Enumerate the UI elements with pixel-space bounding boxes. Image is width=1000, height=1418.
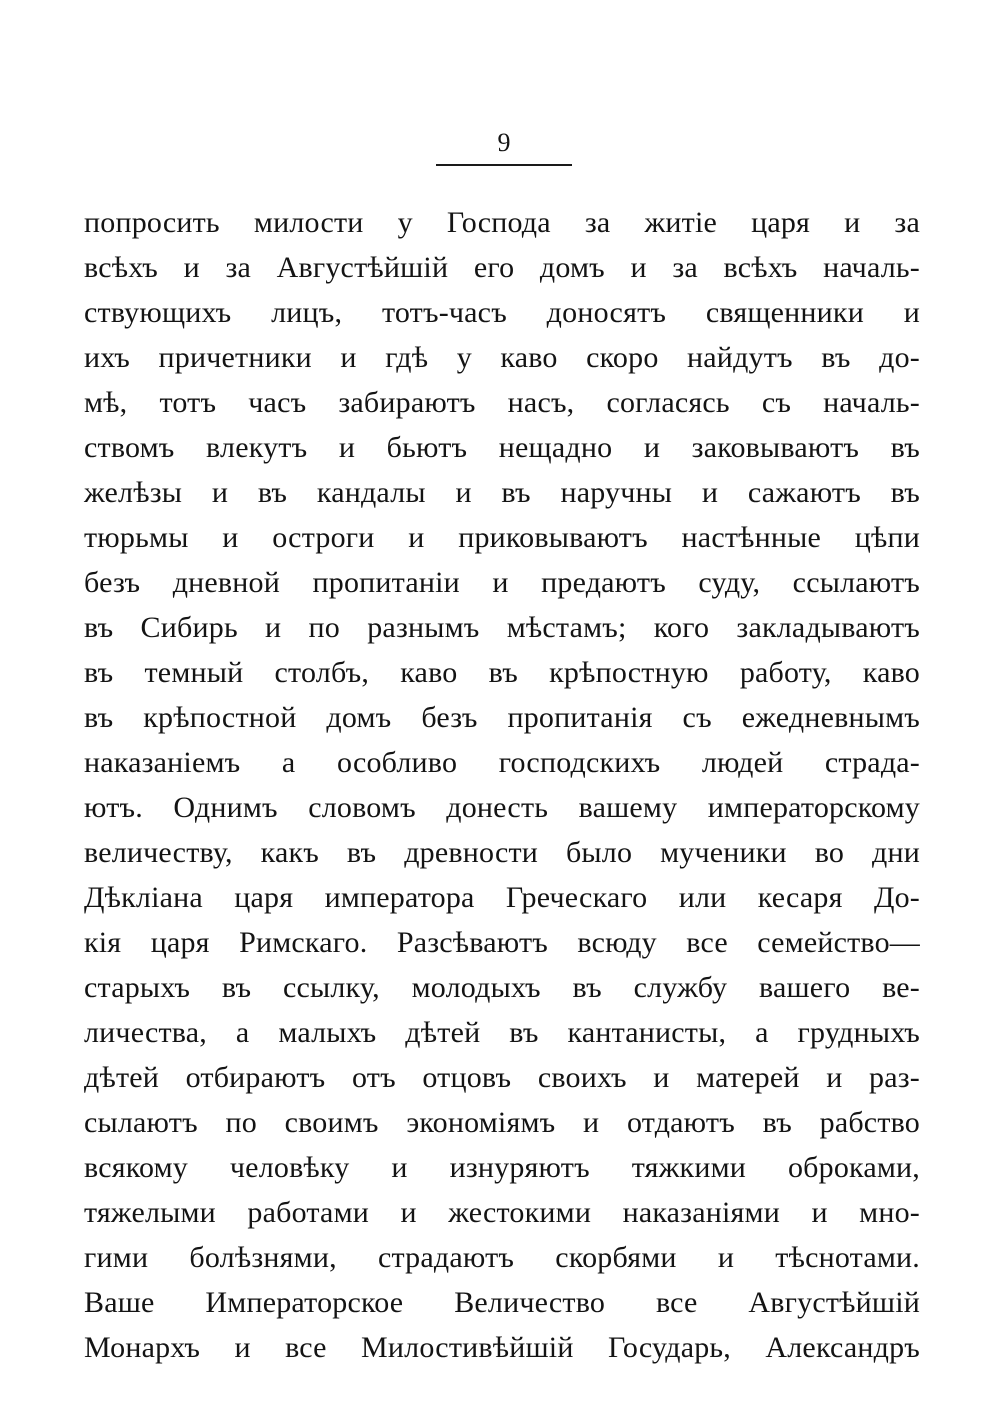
text-line: всѣхъ и за Августѣйшій его домъ и за всѣхъ началь- [84, 251, 920, 284]
text-line: всякому человѣку и изнуряютъ тяжкими оброками, [84, 1151, 920, 1184]
text-line: ютъ. Однимъ словомъ донесть вашему императорскому [84, 791, 920, 824]
page-number: 9 [497, 128, 511, 157]
text-line: личества, а малыхъ дѣтей въ кантанисты, а грудныхъ [84, 1016, 920, 1049]
text-line: ствомъ влекутъ и бьютъ нещадно и заковываютъ въ [84, 431, 920, 464]
text-line: Дѣкліана царя императора Греческаго или кесаря До- [84, 881, 920, 914]
text-line: старыхъ въ ссылку, молодыхъ въ службу вашего ве- [84, 971, 920, 1004]
text-line: въ Сибирь и по разнымъ мѣстамъ; кого закладываютъ [84, 611, 920, 644]
text-line: попросить милости у Господа за житіе царя и за [84, 206, 920, 239]
body-text [84, 200, 920, 1370]
text-line: желѣзы и въ кандалы и въ наручны и сажаютъ въ [84, 476, 920, 509]
text-line: ствующихъ лицъ, тотъ-часъ доносятъ священники и [84, 296, 920, 329]
page-header [436, 126, 572, 166]
text-line: въ крѣпостной домъ безъ пропитанія съ ежедневнымъ [84, 701, 920, 734]
text-line: величеству, какъ въ древности было мученики во дни [84, 836, 920, 869]
text-line: гими болѣзнями, страдаютъ скорбями и тѣснотами. [84, 1241, 920, 1274]
text-line: безъ дневной пропитаніи и предаютъ суду, ссылаютъ [84, 566, 920, 599]
text-line: наказаніемъ а особливо господскихъ людей страда- [84, 746, 920, 779]
text-line: въ темный столбъ, каво въ крѣпостную работу, каво [84, 656, 920, 689]
text-line: Ваше Императорское Величество все Августѣйшій [84, 1286, 920, 1319]
text-line: тяжелыми работами и жестокими наказаніями и мно- [84, 1196, 920, 1229]
text-line: сылаютъ по своимъ экономіямъ и отдаютъ въ рабство [84, 1106, 920, 1139]
text-line: ихъ причетники и гдѣ у каво скоро найдутъ въ до- [84, 341, 920, 374]
header-rule [436, 164, 572, 166]
text-line: дѣтей отбираютъ отъ отцовъ своихъ и матерей и раз- [84, 1061, 920, 1094]
text-line: кія царя Римскаго. Разсѣваютъ всюду все семейство— [84, 926, 920, 959]
text-line: мѣ, тотъ часъ забираютъ насъ, согласясь съ началь- [84, 386, 920, 419]
text-line: Монархъ и все Милостивѣйшій Государь, Александръ [84, 1331, 920, 1364]
text-line: тюрьмы и остроги и приковываютъ настѣнные цѣпи [84, 521, 920, 554]
